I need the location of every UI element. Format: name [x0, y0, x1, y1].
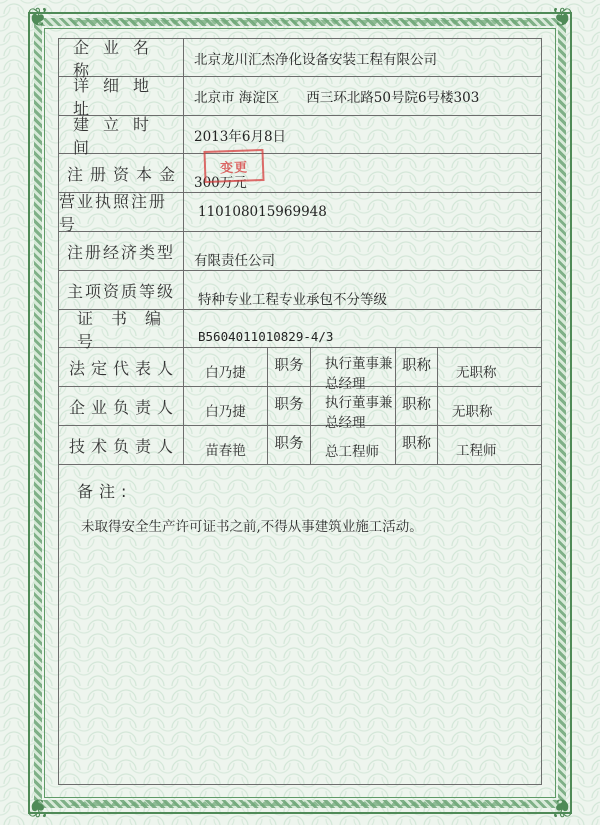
- person-post: [311, 426, 396, 464]
- role-label: 法定代表人: [59, 348, 184, 386]
- field-row-qualification-grade: [59, 271, 541, 310]
- registered-capital-value: 300万元: [194, 175, 247, 191]
- person-row-enterprise-head: [59, 387, 541, 431]
- established-date-value: 2013年6月8日: [194, 128, 287, 145]
- post-line-1: 执行董事兼: [325, 395, 393, 411]
- post-line-2: 总经理: [325, 415, 366, 431]
- field-row-address: [59, 77, 541, 116]
- field-row-certificate-number: [59, 308, 541, 351]
- person-title: 工程师: [456, 443, 497, 459]
- top-ornament: [70, 20, 530, 30]
- corner-scroll-icon: ❦: [551, 3, 573, 33]
- change-stamp: 变更: [203, 149, 264, 183]
- qualification-grade-value: 特种专业工程专业承包不分等级: [198, 292, 387, 308]
- title-header: 职称: [396, 426, 438, 464]
- field-label: 营业执照注册号: [59, 193, 184, 231]
- person-name: 白乃捷: [184, 387, 268, 425]
- field-label: 建立时间: [59, 116, 184, 153]
- certificate-number-value: B5604011010829-4/3: [198, 329, 334, 344]
- remarks-text: 未取得安全生产许可证书之前,不得从事建筑业施工活动。: [81, 519, 423, 535]
- field-label: 企业名称: [59, 39, 184, 76]
- economic-type-value: 有限责任公司: [194, 253, 275, 269]
- field-row-company-name: [59, 37, 541, 80]
- person-title: 无职称: [452, 404, 493, 420]
- remarks-title: 备注:: [77, 482, 133, 501]
- corner-scroll-icon: ❦: [551, 792, 573, 822]
- field-row-registered-capital: [59, 154, 541, 193]
- post-header: 职务: [268, 426, 311, 464]
- post-line-2: 总经理: [325, 376, 366, 392]
- corner-scroll-icon: ❦: [27, 3, 49, 33]
- field-label: 证书编号: [59, 310, 184, 347]
- field-label: 注册资本金: [59, 154, 184, 192]
- field-row-established: [59, 114, 541, 157]
- license-number-value: 110108015969948: [198, 204, 327, 220]
- corner-scroll-icon: ❦: [27, 792, 49, 822]
- field-label: 主项资质等级: [59, 271, 184, 309]
- post-header: 职务: [268, 387, 311, 425]
- field-row-economic-type: [59, 232, 541, 271]
- role-label: 技术负责人: [59, 426, 184, 464]
- bottom-ornament: [70, 796, 530, 806]
- title-header: 职称: [396, 348, 438, 386]
- post-line-1: 总工程师: [325, 444, 379, 460]
- person-name: 白乃捷: [184, 348, 268, 386]
- person-title: 无职称: [456, 365, 497, 381]
- certificate-table: [58, 38, 542, 785]
- post-header: 职务: [268, 348, 311, 386]
- post-line-1: 执行董事兼: [325, 356, 393, 372]
- person-post: [311, 348, 396, 392]
- address-value: 北京市 海淀区 西三环北路50号院6号楼303: [194, 90, 480, 106]
- person-name: 苗春艳: [184, 426, 268, 464]
- person-row-legal-representative: [59, 348, 541, 392]
- field-row-license-number: [59, 193, 541, 232]
- person-post: [311, 387, 396, 431]
- remarks-section: [59, 465, 541, 784]
- person-row-technical-head: [59, 426, 541, 465]
- company-name-value: 北京龙川汇杰净化设备安装工程有限公司: [194, 51, 437, 68]
- field-label: 详细地址: [59, 77, 184, 115]
- role-label: 企业负责人: [59, 387, 184, 425]
- field-label: 注册经济类型: [59, 232, 184, 270]
- title-header: 职称: [396, 387, 438, 425]
